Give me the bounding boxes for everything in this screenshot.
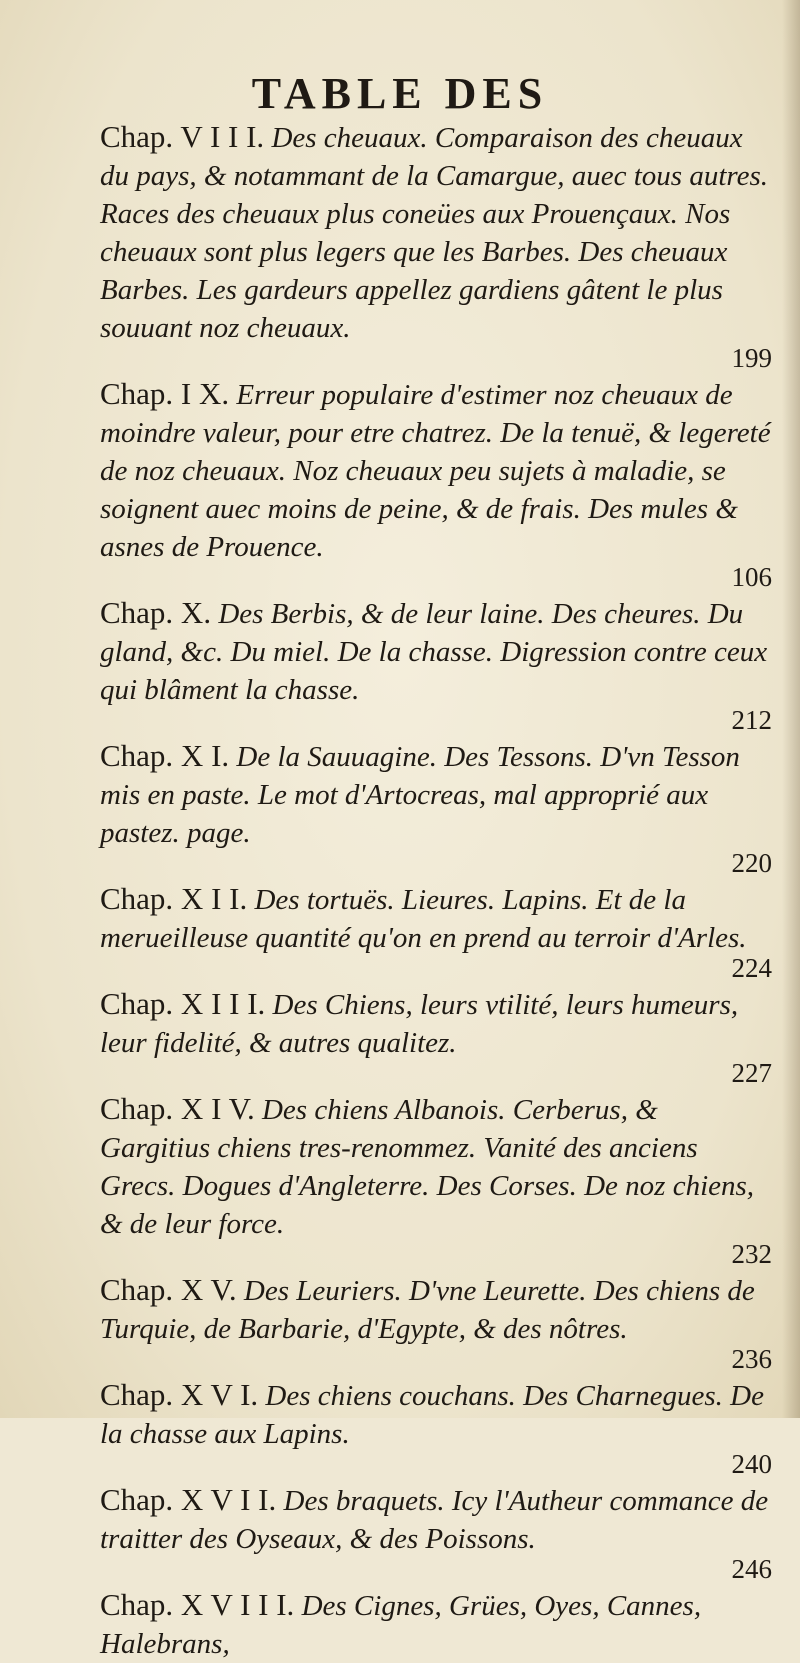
toc-entry — [100, 375, 772, 594]
page-number: 240 — [731, 1449, 772, 1479]
toc-entry — [100, 1586, 772, 1663]
page-title: TABLE DES — [251, 69, 549, 118]
toc-entry — [100, 985, 772, 1090]
page-number: 220 — [731, 848, 772, 878]
chapter-description: Des Berbis, & de leur laine. Des cheures. Du gland, &c. Du miel. De la chasse. Digression contre ceux qui blâment la chasse. — [100, 598, 768, 706]
toc-entry — [100, 594, 772, 737]
page-number: 246 — [731, 1554, 772, 1584]
chapter-description: Erreur populaire d'estimer noz cheuaux de moindre valeur, pour etre chatrez. De la tenuë, & legereté de noz cheuaux. Noz cheuaux peu sujets à maladie, se soignent auec moins de peine, & de frais. Des mules & asnes de Prouence. — [100, 379, 771, 563]
toc-entry — [100, 1481, 772, 1586]
page-number: 224 — [731, 953, 772, 983]
chapter-description: Des chiens Albanois. Cerberus, & Gargitius chiens tres-renommez. Vanité des anciens Grecs. Dogues d'Angleterre. Des Corses. De noz chiens, & de leur force. — [100, 1094, 755, 1240]
toc-entry — [100, 1090, 772, 1271]
chapter-number: Chap. X I. — [100, 738, 230, 773]
chapter-number: Chap. X I I. — [100, 881, 248, 916]
chapter-description: De la Sauuagine. Des Tessons. D'vn Tesson mis en paste. Le mot d'Artocreas, mal approprié aux pastez. page. — [100, 741, 740, 849]
toc-entry — [100, 880, 772, 985]
page-number: 236 — [731, 1344, 772, 1374]
chapter-description: Des cheuaux. Comparaison des cheuaux du pays, & notammant de la Camargue, auec tous autres. Races des cheuaux plus coneües aux Prouençaux. Nos cheuaux sont plus legers que les Barbes. Des cheuaux Barbes. Les gardeurs appellez gardiens gâtent le plus souuant noz cheuaux. — [100, 122, 769, 344]
toc-entry — [100, 1271, 772, 1376]
toc-entry — [100, 1376, 772, 1481]
page-number: 212 — [731, 705, 772, 735]
chapter-number: Chap. X V I I. — [100, 1482, 277, 1517]
chapter-description: Des tortuës. Lieures. Lapins. Et de la merueilleuse quantité qu'on en prend au terroir d'Arles. — [100, 884, 747, 954]
chapter-description: Des braquets. Icy l'Autheur commance de traitter des Oyseaux, & des Poissons. — [100, 1485, 769, 1555]
toc-entry — [100, 737, 772, 880]
page-number: 199 — [731, 343, 772, 373]
chapter-description: Des Leuriers. D'vne Leurette. Des chiens de Turquie, de Barbarie, d'Egypte, & des nôtres. — [100, 1275, 755, 1345]
chapter-number: Chap. V I I I. — [100, 119, 265, 154]
page-number: 232 — [731, 1239, 772, 1269]
chapter-number: Chap. I X. — [100, 376, 230, 411]
chapter-number: Chap. X V I. — [100, 1377, 259, 1412]
chapter-number: Chap. X I I I. — [100, 986, 266, 1021]
chapter-description: Des Chiens, leurs vtilité, leurs humeurs, leur fidelité, & autres qualitez. — [100, 989, 739, 1059]
page-number: 227 — [731, 1058, 772, 1088]
chapter-number: Chap. X. — [100, 595, 212, 630]
page-number: 106 — [731, 562, 772, 592]
chapter-number: Chap. X V. — [100, 1272, 237, 1307]
toc-entry — [100, 118, 772, 375]
chapter-description: Des chiens couchans. Des Charnegues. De la chasse aux Lapins. — [100, 1380, 764, 1450]
table-of-contents — [100, 118, 772, 1663]
chapter-number: Chap. X V I I I. — [100, 1587, 295, 1622]
chapter-number: Chap. X I V. — [100, 1091, 255, 1126]
chapter-description: Des Cignes, Grües, Oyes, Cannes, Halebrans, — [100, 1590, 702, 1660]
